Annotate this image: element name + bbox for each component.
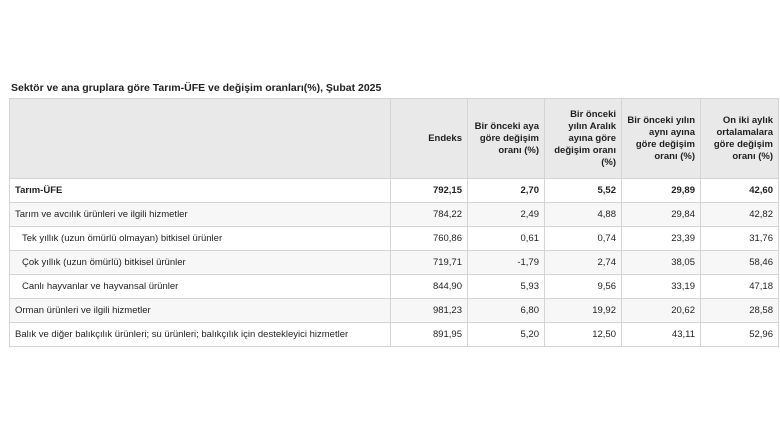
cell-average-change: 52,96 [701, 323, 779, 347]
table-row [10, 275, 779, 299]
row-label: Canlı hayvanlar ve hayvansal ürünler [10, 275, 391, 299]
cell-monthly-change: 2,49 [468, 203, 545, 227]
cell-annual-change: 29,89 [622, 179, 701, 203]
row-label: Çok yıllık (uzun ömürlü) bitkisel ürünler [10, 251, 391, 275]
cell-december-change: 0,74 [545, 227, 622, 251]
row-label: Balık ve diğer balıkçılık ürünleri; su ürünleri; balıkçılık için destekleyici hizmetler [10, 323, 391, 347]
cell-monthly-change: 5,20 [468, 323, 545, 347]
header-label-column [10, 99, 391, 179]
cell-endeks: 719,71 [391, 251, 468, 275]
cell-average-change: 42,60 [701, 179, 779, 203]
cell-average-change: 28,58 [701, 299, 779, 323]
table-caption: Sektör ve ana gruplara göre Tarım-ÜFE ve değişim oranları(%), Şubat 2025 [11, 82, 382, 94]
table-row [10, 323, 779, 347]
cell-monthly-change: 0,61 [468, 227, 545, 251]
cell-december-change: 9,56 [545, 275, 622, 299]
cell-december-change: 2,74 [545, 251, 622, 275]
row-label: Orman ürünleri ve ilgili hizmetler [10, 299, 391, 323]
cell-december-change: 5,52 [545, 179, 622, 203]
cell-annual-change: 20,62 [622, 299, 701, 323]
table-row [10, 251, 779, 275]
table-row [10, 179, 779, 203]
header-december-change: Bir önceki yılın Aralık ayına göre değişim oranı (%) [545, 99, 622, 179]
cell-average-change: 31,76 [701, 227, 779, 251]
statistics-table-container [9, 82, 779, 347]
cell-monthly-change: 6,80 [468, 299, 545, 323]
cell-average-change: 58,46 [701, 251, 779, 275]
cell-average-change: 47,18 [701, 275, 779, 299]
cell-monthly-change: 2,70 [468, 179, 545, 203]
cell-annual-change: 23,39 [622, 227, 701, 251]
cell-annual-change: 38,05 [622, 251, 701, 275]
cell-december-change: 4,88 [545, 203, 622, 227]
cell-annual-change: 29,84 [622, 203, 701, 227]
ufe-table [9, 98, 779, 347]
cell-endeks: 760,86 [391, 227, 468, 251]
cell-endeks: 844,90 [391, 275, 468, 299]
cell-endeks: 784,22 [391, 203, 468, 227]
table-row [10, 203, 779, 227]
cell-endeks: 792,15 [391, 179, 468, 203]
cell-monthly-change: -1,79 [468, 251, 545, 275]
cell-annual-change: 43,11 [622, 323, 701, 347]
header-endeks: Endeks [391, 99, 468, 179]
cell-december-change: 19,92 [545, 299, 622, 323]
cell-endeks: 891,95 [391, 323, 468, 347]
cell-monthly-change: 5,93 [468, 275, 545, 299]
cell-endeks: 981,23 [391, 299, 468, 323]
header-annual-change: Bir önceki yılın aynı ayına göre değişim oranı (%) [622, 99, 701, 179]
header-row [10, 99, 779, 179]
table-row [10, 227, 779, 251]
cell-december-change: 12,50 [545, 323, 622, 347]
row-label: Tarım ve avcılık ürünleri ve ilgili hizmetler [10, 203, 391, 227]
table-row [10, 299, 779, 323]
row-label: Tarım-ÜFE [10, 179, 391, 203]
row-label: Tek yıllık (uzun ömürlü olmayan) bitkisel ürünler [10, 227, 391, 251]
cell-annual-change: 33,19 [622, 275, 701, 299]
header-monthly-change: Bir önceki aya göre değişim oranı (%) [468, 99, 545, 179]
cell-average-change: 42,82 [701, 203, 779, 227]
header-twelve-month-average-change: On iki aylık ortalamalara göre değişim oranı (%) [701, 99, 779, 179]
